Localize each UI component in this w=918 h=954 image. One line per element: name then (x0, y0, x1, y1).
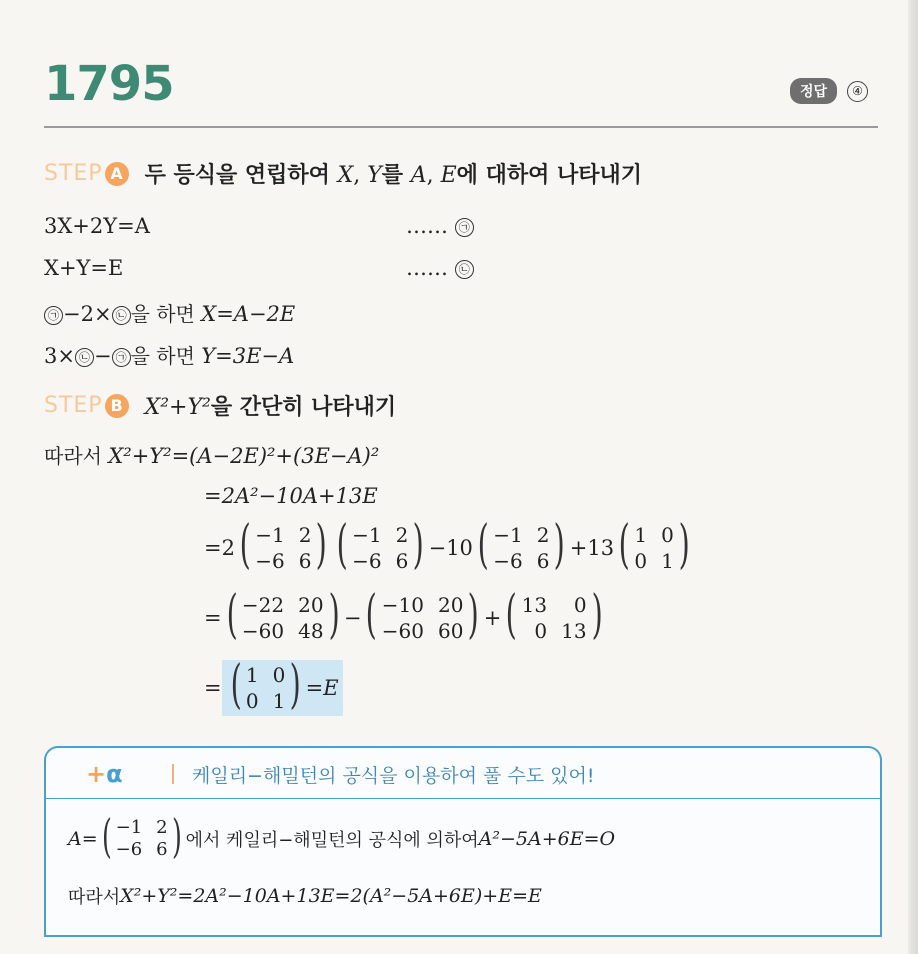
matrix-a-squared: ( −22 20 −60 48 ) (226, 585, 340, 645)
header-rule (44, 126, 878, 128)
equation-1: 3X+2Y=A (44, 214, 150, 238)
answer-badge: 정답 (790, 78, 837, 104)
step-b-heading (44, 390, 396, 421)
derivation-line-2: =2A²−10A+13E (204, 484, 378, 508)
step-b-title: X²+Y²을 간단히 나타내기 (144, 395, 397, 420)
equation-2-tag: …… ㉡ (406, 256, 474, 280)
solve-y-line: 3× ㉡ − ㉠ 을 하면 Y=3E−A (44, 344, 295, 368)
step-b-word: STEP (44, 393, 103, 418)
step-a-letter: A (105, 162, 129, 186)
tip-line-2: 따라서 X²+Y²=2A²−10A+13E=2(A²−5A+6E)+E=E (68, 885, 542, 908)
matrix-result: ( 1 0 0 1 ) (230, 655, 302, 715)
matrix-a: ( −1 2 −6 6 ) (101, 809, 182, 863)
derivation-line-5: = ( 1 0 0 1 ) =E (204, 660, 343, 716)
matrix-e: ( 1 0 0 1 ) (618, 515, 690, 575)
tip-box-body (44, 798, 882, 937)
matrix-a: ( −1 2 −6 6 ) (336, 515, 425, 575)
matrix-a: ( −1 2 −6 6 ) (239, 515, 328, 575)
mark-giyeok: ㉠ (455, 218, 474, 237)
step-a-word: STEP (44, 161, 103, 186)
result-highlight: ( 1 0 0 1 ) =E (222, 660, 343, 716)
divider (172, 764, 174, 784)
answer-area (790, 78, 868, 104)
answer-choice: ④ (847, 81, 868, 102)
equation-2: X+Y=E (44, 256, 124, 280)
mark-nieun: ㉡ (455, 260, 474, 279)
solve-x-line: ㉠ −2× ㉡ 을 하면 X=A−2E (44, 298, 295, 327)
matrix-ten-a: ( −10 20 −60 60 ) (366, 585, 480, 645)
equation-1-tag: …… ㉠ (406, 214, 474, 238)
tip-box-title: 케일리−해밀턴의 공식을 이용하여 풀 수도 있어! (192, 765, 595, 787)
step-b-letter: B (105, 394, 129, 418)
plus-alpha-icon: +α (86, 760, 123, 788)
tip-box-header (44, 746, 882, 798)
step-a-heading (44, 158, 642, 189)
derivation-line-3: =2 ( −1 2 −6 6 ) ( −1 2 −6 6 ) −10 ( −1 2 −6 6 ) +13 ( 1 0 0 1 ) (204, 522, 694, 574)
page-edge (908, 0, 918, 954)
tip-box (44, 746, 878, 936)
matrix-a: ( −1 2 −6 6 ) (477, 515, 566, 575)
derivation-line-4: = ( −22 20 −60 48 ) − ( −10 20 −60 60 ) + ( 13 0 0 13 ) (204, 592, 607, 644)
problem-number: 1795 (44, 56, 174, 112)
tip-line-1: A= ( −1 2 −6 6 ) 에서 케일리−해밀턴의 공식에 의하여 A²−5A+6E=O (68, 809, 616, 863)
derivation-line-1: 따라서 X²+Y²=(A−2E)²+(3E−A)² (44, 444, 380, 468)
step-a-title: 두 등식을 연립하여 X, Y를 A, E에 대하여 나타내기 (144, 163, 642, 188)
matrix-thirteen-e: ( 13 0 0 13 ) (505, 585, 603, 645)
